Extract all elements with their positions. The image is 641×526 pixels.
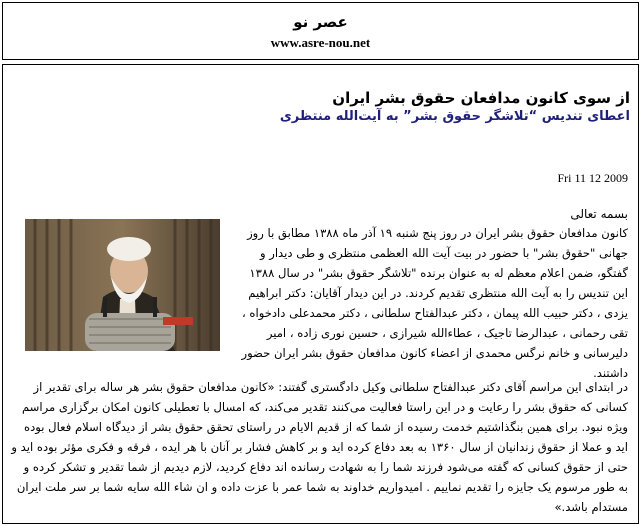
article-photo [25, 219, 220, 351]
article-title: از سوی کانون مدافعان حقوق بشر ایران [332, 89, 630, 107]
article-paragraph-1: کانون مدافعان حقوق بشر ایران در روز پنج شنبه ۱۹ آذر ماه ۱۳۸۸ مطابق با روز جهانی "حقوق بشر" با حضور در بیت آیت الله العظمی منتظری و طی دیدار و گفتگو، ضمن اعلام معظم له به عنوان برنده "تلاشگر حقوق بشر" در سال ۱۳۸۸ این تندیس را به آیت الله منتظری تقدیم کردند. در این دیدار آقایان: دکتر ابراهیم یزدی ، دکتر حبیب الله پیمان ، دکتر عبدالفتاح سلطانی ، دکتر محمدعلی دادخواه ، تقی رحمانی ، عبدالرضا تاجیک ، عطاءالله شیرازی ، حسین نوری زاده ، امیر دلیرسانی و خانم نرگس محمدی از اعضاء کانون مدافعان حقوق بشر ایران حضور داشتند. [241, 226, 628, 380]
site-name: عصر نو [293, 13, 348, 31]
article-paragraph-2: در ابتدای این مراسم آقای دکتر عبدالفتاح سلطانی وکیل دادگستری گفتند: «کانون مدافعان حقوق بشر هر ساله برای تقدیر از کسانی که حقوق بشر را رعایت و در این راستا فعالیت می‌کنند تقدیر می‌کند، که امسال با تعطیلی کانون امکان برگزاری مراسم ویژه نبود. برای همین بنگذاشتیم خدمت رسیده از شما که از قدیم الایام در راستای تحقق حقوق بشر از دیدگاه اسلام فعال بوده اید و عملا از حقوق زندانیان از سال ۱۳۶۰ به بعد دفاع کرده اید و بر کاهش فشار بر آنان با هر ایده ، فرقه و فکری مؤثر بوده اید و حتی از حقوق کسانی که گفته می‌شود فرزند شما را به شهادت رسانده اند دفاع کردید، لازم دیدیم از شما تقدیر و تشکر کرده و به طور مرسوم یک جایزه را تقدیم نماییم . امیدواریم خداوند به شما عمر با عزت داده و ان شاء الله سایه شما بر سر ملت ایران مستدام باشد.» [11, 380, 628, 514]
article-subtitle: اعطای تندیس “تلاشگر حقوق بشر” به آیت‌الله منتظری [279, 109, 630, 124]
article-greeting: بسمه تعالی [570, 207, 628, 221]
article-panel [2, 64, 639, 524]
site-url[interactable]: www.asre-nou.net [270, 35, 371, 50]
article-date: Fri 11 12 2009 [557, 171, 628, 185]
cleric-photo-image [25, 219, 220, 351]
site-header [2, 2, 639, 60]
